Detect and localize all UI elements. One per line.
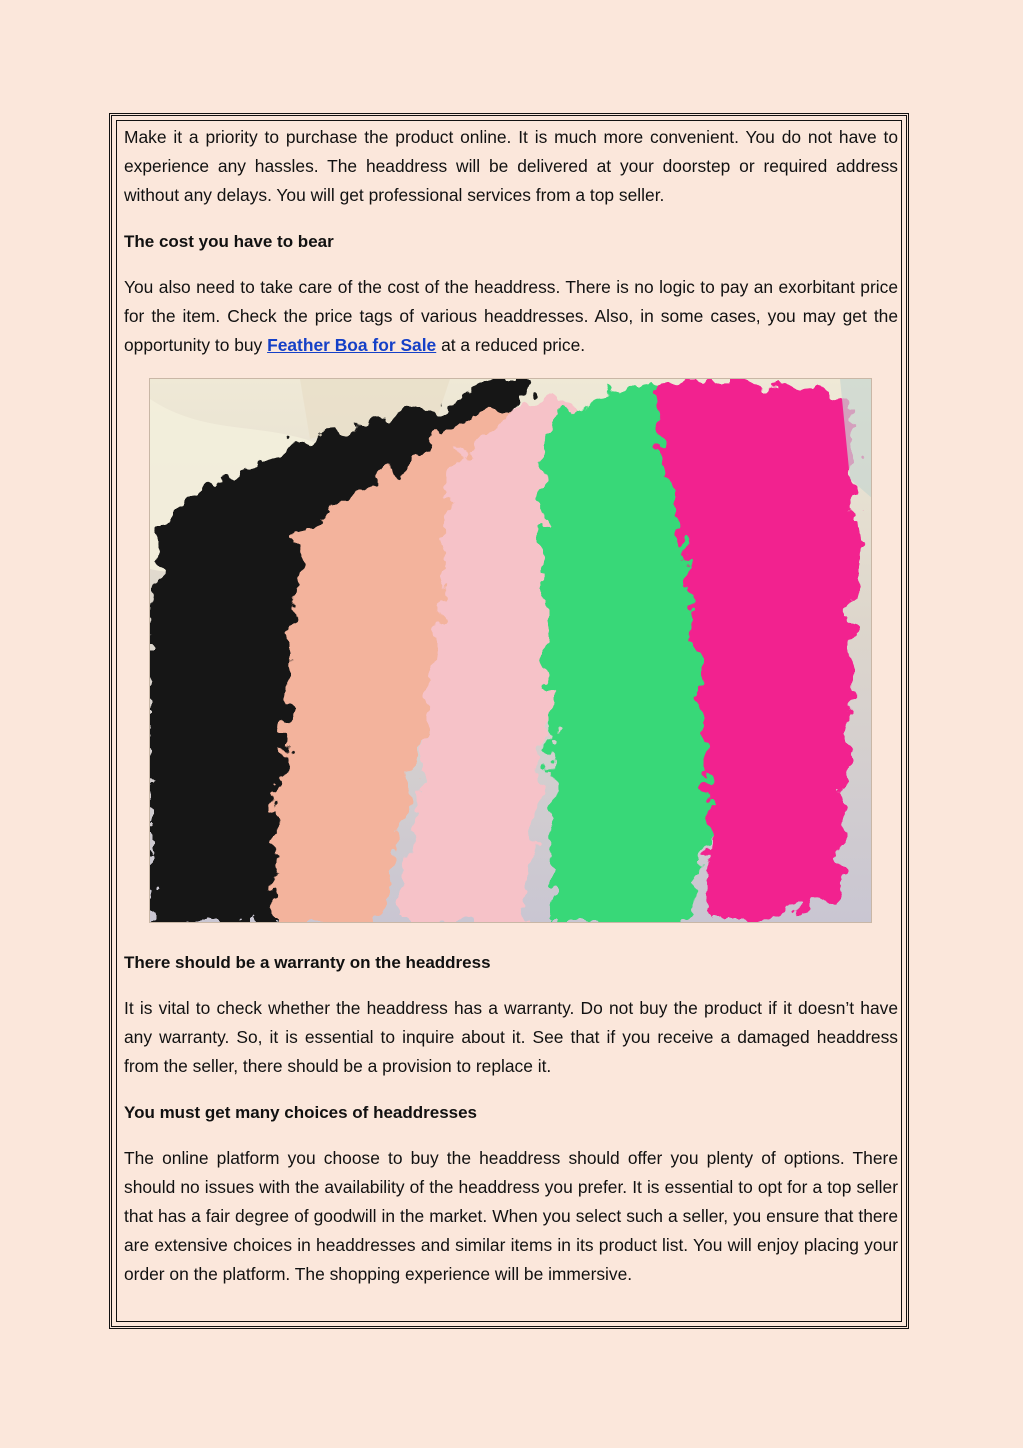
feather-boas-photo: [149, 378, 872, 923]
paragraph-cost-text-end: at a reduced price.: [436, 335, 586, 355]
paragraph-warranty: It is vital to check whether the headdress has a warranty. Do not buy the product if it doesn’t have any warranty. So, it is essential to inquire about it. See that if you receive a damaged headdress from the seller, there should be a provision to replace it.: [124, 998, 898, 1076]
paragraph-cost: [124, 273, 898, 360]
feather-boas-illustration: [150, 379, 872, 923]
heading-cost: The cost you have to bear: [124, 232, 334, 251]
heading-choices: You must get many choices of headdresses: [124, 1103, 478, 1122]
paragraph-purchase-online: Make it a priority to purchase the product online. It is much more convenient. You do not have to experience any hassles. The headdress will be delivered at your doorstep or required address without any delays. You will get professional services from a top seller.: [124, 127, 898, 205]
feather-boa-link[interactable]: Feather Boa for Sale: [267, 335, 437, 355]
paragraph-choices: The online platform you choose to buy the headdress should offer you plenty of options. There should no issues with the availability of the headdress you prefer. It is essential to opt for a top seller that has a fair degree of goodwill in the market. When you select such a seller, you ensure that there are extensive choices in headdresses and similar items in its product list. You will enjoy placing your order on the platform. The shopping experience will be immersive.: [124, 1148, 898, 1284]
heading-warranty: There should be a warranty on the headdress: [124, 953, 491, 972]
paragraph-cost-text: You also need to take care of the cost of the headdress. There is no logic to pay an exorbitant price for the item. Check the price tags of various headdresses. Also, in some cases, you may get the opportunity to buy: [124, 277, 898, 355]
